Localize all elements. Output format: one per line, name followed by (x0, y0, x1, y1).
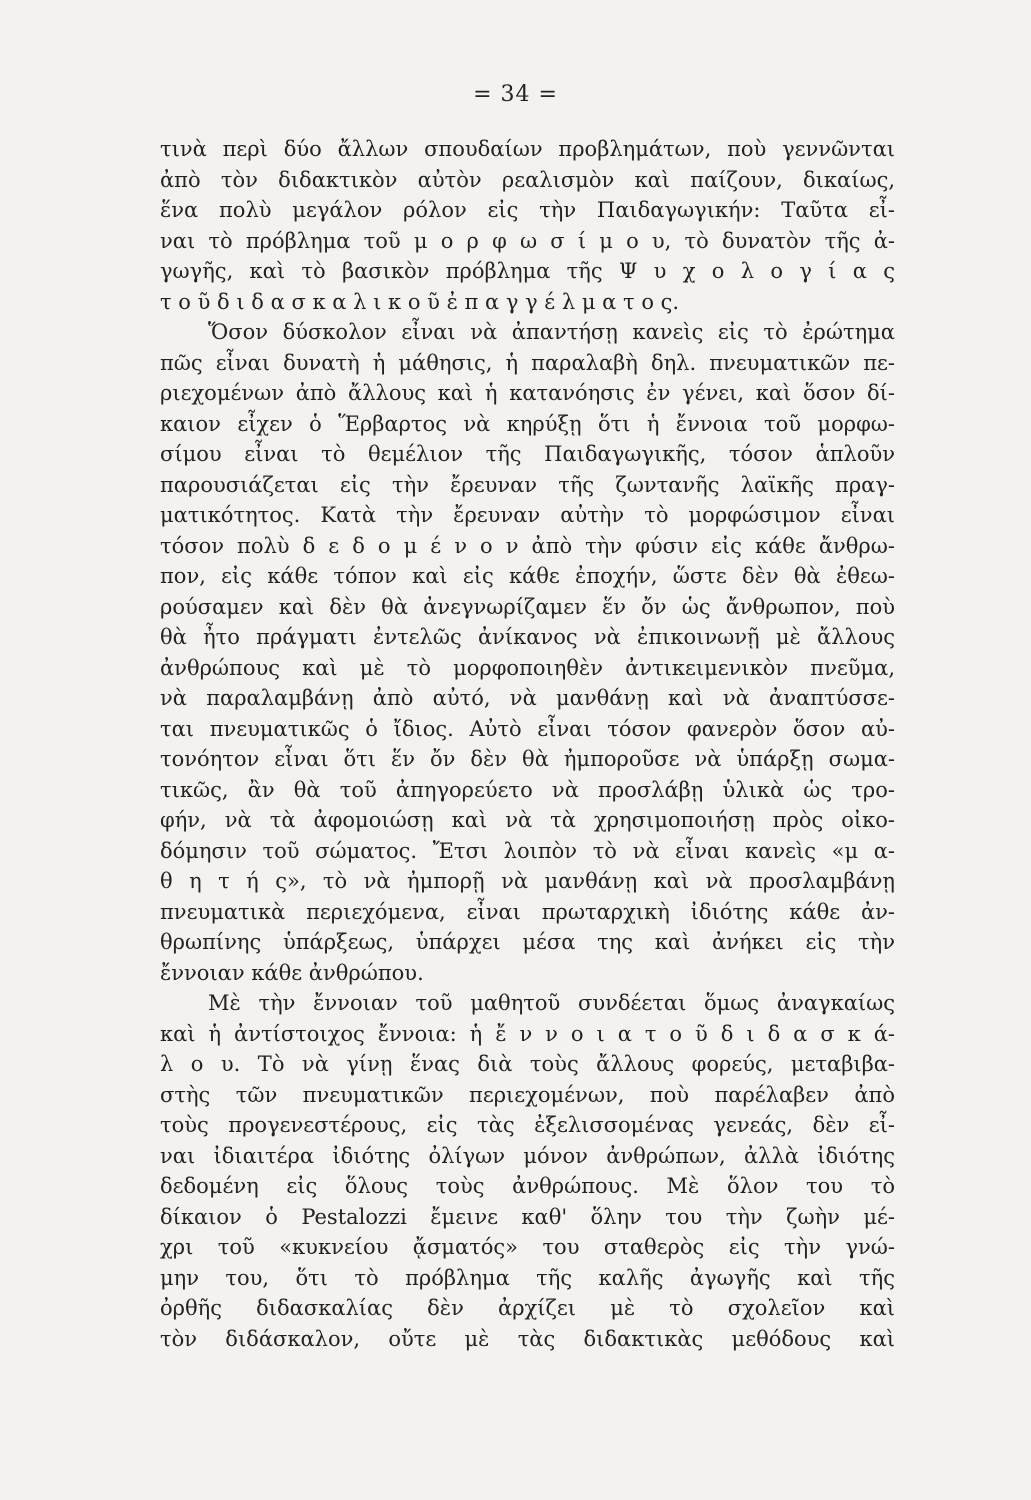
text-line: μην του, ὅτι τὸ πρόβλημα τῆς καλῆς ἀγωγῆς καὶ τῆς (160, 1265, 895, 1290)
text-line: παρουσιάζεται εἰς τὴν ἔρευναν τῆς ζωντανῆς λαϊκῆς πραγ- (160, 472, 895, 497)
text-line: δεδομένη εἰς ὅλους τοὺς ἀνθρώπους. Μὲ ὅλον του τὸ (160, 1174, 895, 1198)
text-line: πον, εἰς κάθε τόπον καὶ εἰς κάθε ἐποχήν, ὥστε δὲν θὰ ἐθεω- (160, 564, 895, 588)
text-line: δόμησιν τοῦ σώματος. Ἔτσι λοιπὸν τὸ νὰ εἶναι κανεὶς «μ α- (160, 838, 895, 863)
text-line: πνευματικὰ περιεχόμενα, εἶναι πρωταρχικὴ ἰδιότης κάθε ἀν- (160, 899, 895, 924)
text-line: ριεχομένων ἀπὸ ἄλλους καὶ ἡ κατανόησις ἐν γένει, καὶ ὅσον δί- (160, 381, 895, 405)
text-line: Ὅσον δύσκολον εἶναι νὰ ἀπαντήσῃ κανεὶς εἰς τὸ ἐρώτημα (208, 320, 895, 344)
text-line: θρωπίνης ὑπάρξεως, ὑπάρχει μέσα της καὶ ἀνήκει εἰς τὴν (160, 930, 895, 954)
text-line: ται πνευματικῶς ὁ ἴδιος. Αὐτὸ εἶναι τόσον φανερὸν ὅσον αὐ- (160, 716, 895, 741)
text-line: φήν, νὰ τὰ ἀφομοιώσῃ καὶ νὰ τὰ χρησιμοποιήσῃ πρὸς οἰκο- (160, 808, 895, 832)
text-line: λ ο υ. Τὸ νὰ γίνῃ ἕνας διὰ τοὺς ἄλλους φορεύς, μεταβιβα- (160, 1052, 895, 1076)
text-line: καὶ ἡ ἀντίστοιχος ἔννοια: ἡ ἔ ν ν ο ι α τ ο ῦ δ ι δ α σ κ ά- (160, 1021, 895, 1046)
text-line: πῶς εἶναι δυνατὴ ἡ μάθησις, ἡ παραλαβὴ δηλ. πνευματικῶν πε- (160, 350, 895, 375)
page-number: = 34 = (473, 82, 558, 107)
text-line: τικῶς, ἂν θὰ τοῦ ἀπηγορεύετο νὰ προσλάβῃ ὑλικὰ ὡς τρο- (160, 777, 895, 802)
text-line: τινὰ περὶ δύο ἄλλων σπουδαίων προβλημάτων, ποὺ γεννῶνται (160, 137, 895, 161)
text-line: ματικότητος. Κατὰ τὴν ἔρευναν αὐτὴν τὸ μορφώσιμον εἶναι (160, 503, 895, 527)
text-line: τονόητον εἶναι ὅτι ἕν ὄν δὲν θὰ ἠμποροῦσε νὰ ὑπάρξῃ σωμα- (160, 747, 895, 771)
text-line: τοὺς προγενεστέρους, εἰς τὰς ἐξελισσομένας γενεάς, δὲν εἶ- (160, 1113, 895, 1137)
body-text (160, 134, 895, 1354)
text-line: καιον εἶχεν ὁ Ἕρβαρτος νὰ κηρύξῃ ὅτι ἡ ἔννοια τοῦ μορφω- (160, 411, 895, 436)
text-line: σίμου εἶναι τὸ θεμέλιον τῆς Παιδαγωγικῆς, τόσον ἁπλοῦν (160, 442, 895, 466)
text-line: ναι ἰδιαιτέρα ἰδιότης ὀλίγων μόνον ἀνθρώπων, ἀλλὰ ἰδιότης (160, 1143, 895, 1168)
text-line: τ ο ῦ δ ι δ α σ κ α λ ι κ ο ῦ ἐ π α γ γ έ λ μ α τ ο ς. (160, 289, 680, 314)
text-line: ἔννοιαν κάθε ἀνθρώπου. (160, 960, 424, 985)
text-line: ἀπὸ τὸν διδακτικὸν αὐτὸν ρεαλισμὸν καὶ παίζουν, δικαίως, (160, 167, 895, 192)
text-line: γωγῆς, καὶ τὸ βασικὸν πρόβλημα τῆς Ψ υ χ ο λ ο γ ί α ς (160, 259, 895, 283)
text-line: νὰ παραλαμβάνῃ ἀπὸ αὐτό, νὰ μανθάνῃ καὶ νὰ ἀναπτύσσε- (160, 686, 895, 710)
text-line: ὀρθῆς διδασκαλίας δὲν ἀρχίζει μὲ τὸ σχολεῖον καὶ (160, 1296, 895, 1320)
text-line: τὸν διδάσκαλον, οὔτε μὲ τὰς διδακτικὰς μεθόδους καὶ (160, 1326, 895, 1351)
text-line: χρι τοῦ «κυκνείου ᾄσματός» του σταθερὸς εἰς τὴν γνώ- (160, 1235, 895, 1259)
text-line: δίκαιον ὁ Pestalozzi ἔμεινε καθ' ὅλην του τὴν ζωὴν μέ- (160, 1204, 895, 1229)
text-line: ἀνθρώπους καὶ μὲ τὸ μορφοποιηθὲν ἀντικειμενικὸν πνεῦμα, (160, 655, 895, 680)
text-line: ἕνα πολὺ μεγάλον ρόλον εἰς τὴν Παιδαγωγικήν: Ταῦτα εἶ- (160, 198, 895, 222)
text-line: θ η τ ή ς», τὸ νὰ ἠμπορῇ νὰ μανθάνῃ καὶ νὰ προσλαμβάνῃ (160, 869, 895, 893)
text-line: ναι τὸ πρόβλημα τοῦ μ ο ρ φ ω σ ί μ ο υ, τὸ δυνατὸν τῆς ἀ- (160, 228, 895, 253)
text-line: στὴς τῶν πνευματικῶν περιεχομένων, ποὺ παρέλαβεν ἀπὸ (160, 1082, 895, 1107)
text-line: τόσον πολὺ δ ε δ ο μ έ ν ο ν ἀπὸ τὴν φύσιν εἰς κάθε ἄνθρω- (160, 533, 895, 558)
text-line: θὰ ἦτο πράγματι ἐντελῶς ἀνίκανος νὰ ἐπικοινωνῇ μὲ ἄλλους (160, 625, 895, 649)
text-line: ρούσαμεν καὶ δὲν θὰ ἀνεγνωρίζαμεν ἕν ὄν ὡς ἄνθρωπον, ποὺ (160, 594, 895, 619)
text-line: Μὲ τὴν ἔννοιαν τοῦ μαθητοῦ συνδέεται ὅμως ἀναγκαίως (208, 991, 895, 1015)
